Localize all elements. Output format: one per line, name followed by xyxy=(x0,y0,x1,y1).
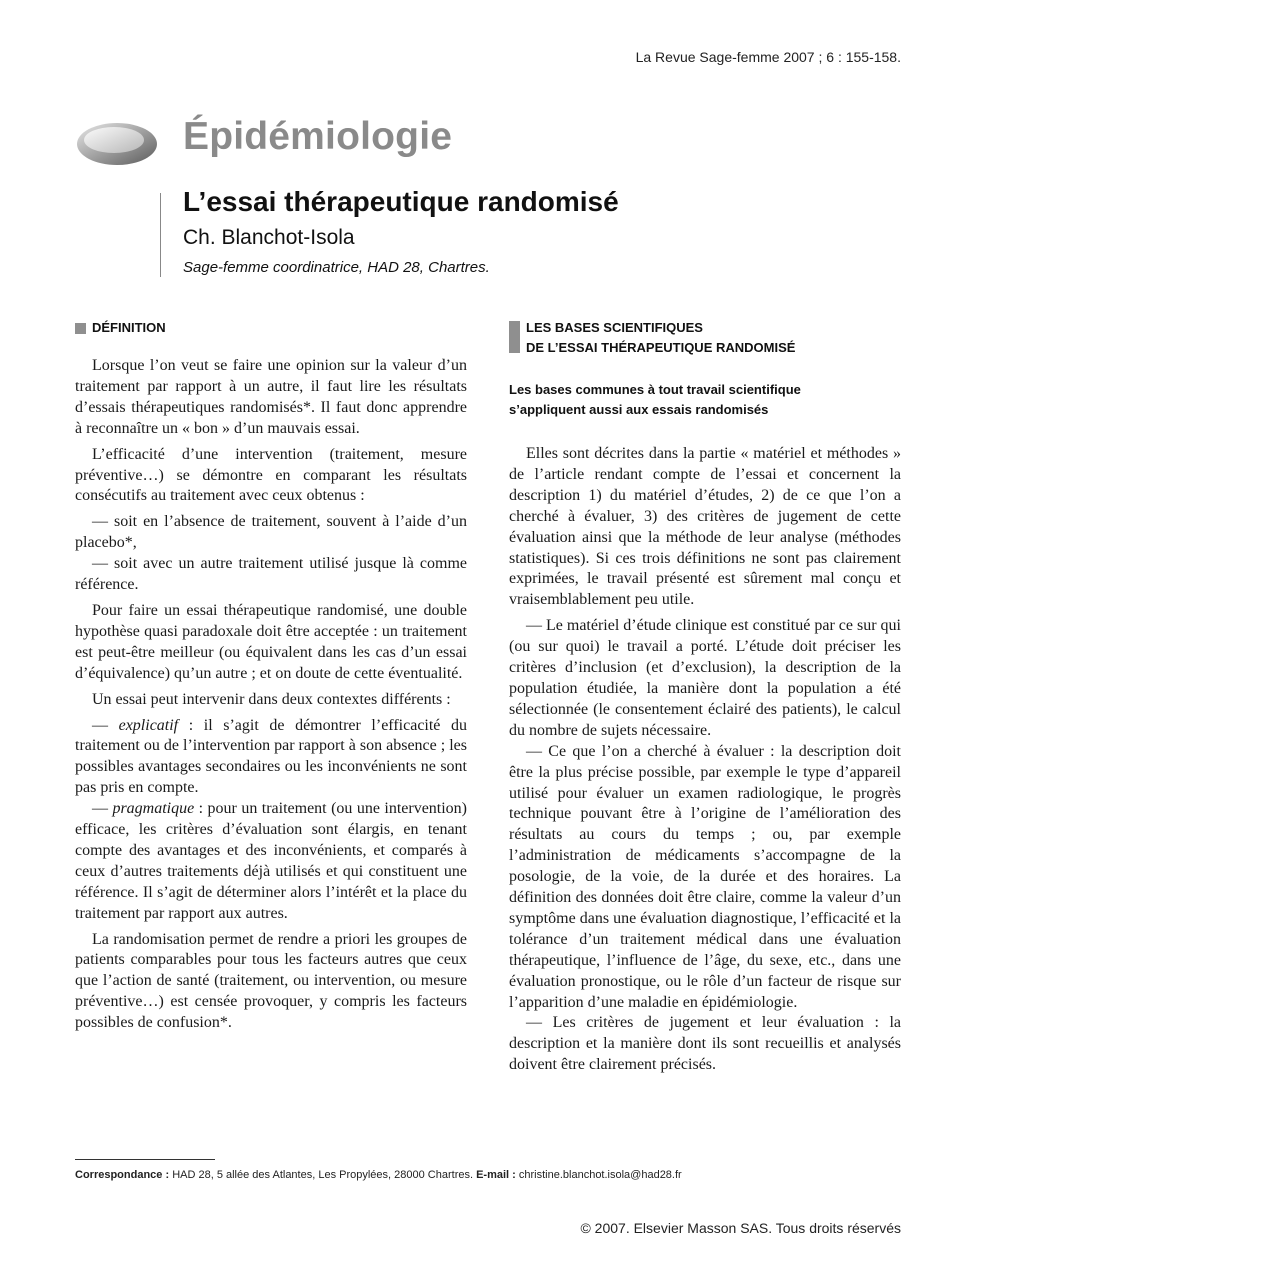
article-affiliation: Sage-femme coordinatrice, HAD 28, Chartres. xyxy=(183,259,490,276)
bases-subheading-line2: s’appliquent aussi aux essais randomisés xyxy=(509,402,769,417)
paragraph: — soit en l’absence de traitement, souvent à l’aide d’un placebo*, xyxy=(75,513,467,552)
paragraph: Elles sont décrites dans la partie « matériel et méthodes » de l’article rendant compte de l’essai et concernent la description 1) du matériel d’études, 2) de ce que l’on a cherché à évaluer, 3) des critères de jugement de cette évaluation ainsi que la méthode de leur analyse (méthodes statistiques). Si ces trois définitions ne sont pas clairement exprimées, le travail présenté est sûrement mal conçu et vraisemblablement peu utile. xyxy=(509,445,901,609)
paragraph: — Ce que l’on a cherché à évaluer : la description doit être la plus précise possible, par exemple le type d’appareil utilisé pour évaluer un examen radiologique, le progrès technique pouvant être à l’origine de l’amélioration des résultats au cours du temps ; ou, par exemple l’administration de médicaments s’accompagne de la posologie, de la voie, de la durée et des horaires. La définition des données doit être claire, comme la valeur d’un symptôme dans une évaluation diagnostique, l’efficacité et la tolérance d’un traitement médical dans une évaluation thérapeutique, l’influence de l’âge, du sexe, etc., dans une évaluation pronostique, ou le rôle d’un facteur de risque sur l’apparition d’une maladie en épidémiologie. xyxy=(509,742,901,1011)
article-title: L’essai thérapeutique randomisé xyxy=(183,186,619,217)
correspondence-address: HAD 28, 5 allée des Atlantes, Les Propylées, 28000 Chartres. xyxy=(169,1169,477,1181)
bases-subheading-line1: Les bases communes à tout travail scientifique xyxy=(509,382,801,397)
paragraph-text: : il s’agit de démontrer l’efficacité du traitement ou de l’intervention par rapport à son absence ; les possibles avantages secondaires ou les inconvénients ne sont pas pris en compte. xyxy=(75,716,467,797)
bases-heading xyxy=(509,318,901,358)
correspondence-label: Correspondance : xyxy=(75,1169,170,1181)
paragraph: — Le matériel d’étude clinique est constitué par ce sur qui (ou sur quoi) le travail a porté. L’étude doit préciser les critères d’inclusion (et d’exclusion), la description de la population étudiée, la manière dont la population a été sélectionnée (le consentement éclairé des patients), le calcul du nombre de sujets nécessaire. xyxy=(509,617,901,739)
definition-body xyxy=(75,356,467,1034)
bases-subheading xyxy=(509,380,901,420)
dash: — xyxy=(92,716,119,734)
paragraph-explicatif xyxy=(75,716,467,800)
paragraph: — soit avec un autre traitement utilisé jusque là comme référence. xyxy=(75,555,467,594)
journal-reference: La Revue Sage-femme 2007 ; 6 : 155-158. xyxy=(635,49,901,65)
dash: — xyxy=(92,800,113,818)
paragraph: Un essai peut intervenir dans deux contextes différents : xyxy=(92,690,451,708)
paragraph: L’efficacité d’une intervention (traitement, mesure préventive…) se démontre en comparant les résultats consécutifs au traitement avec ceux obtenus : xyxy=(75,445,467,505)
section-title: Épidémiologie xyxy=(183,115,453,158)
paragraph: — Les critères de jugement et leur évaluation : la description et la manière dont ils sont recueillis et analysés doivent être clairement précisés. xyxy=(509,1014,901,1074)
term-explicatif: explicatif xyxy=(118,716,179,734)
paragraph: La randomisation permet de rendre a priori les groupes de patients comparables pour tous les facteurs autres que ceux que l’action de santé (traitement, ou intervention, ou mesure préventive…) est censée provoquer, y compris les facteurs possibles de confusion*. xyxy=(75,930,467,1032)
bases-body xyxy=(509,444,901,1076)
paragraph-pragmatique xyxy=(75,799,467,924)
right-column xyxy=(509,318,901,1076)
paragraph: Lorsque l’on veut se faire une opinion sur la valeur d’un traitement par rapport à un autre, il faut lire les résultats d’essais thérapeutiques randomisés*. Il faut donc apprendre à reconnaître un « bon » d’un mauvais essai. xyxy=(75,357,467,437)
paragraph: Pour faire un essai thérapeutique randomisé, une double hypothèse quasi paradoxale doit être acceptée : un traitement est peut-être meilleur (ou équivalent dans les cas d’un essai d’équivalence) qu’un autre ; et on doute de cette éventualité. xyxy=(75,601,467,682)
copyright: © 2007. Elsevier Masson SAS. Tous droits réservés xyxy=(580,1220,901,1236)
title-rule xyxy=(160,193,161,277)
definition-heading-text: DÉFINITION xyxy=(92,320,166,335)
heading-bar-icon xyxy=(509,321,520,353)
definition-heading xyxy=(75,318,467,338)
correspondence-note xyxy=(75,1169,682,1181)
bases-heading-line2: DE L’ESSAI THÉRAPEUTIQUE RANDOMISÉ xyxy=(526,340,796,355)
email-address: christine.blanchot.isola@had28.fr xyxy=(515,1169,682,1181)
email-label: E-mail : xyxy=(476,1169,516,1181)
bases-heading-line1: LES BASES SCIENTIFIQUES xyxy=(526,320,703,335)
left-column xyxy=(75,318,467,1034)
article-author: Ch. Blanchot-Isola xyxy=(183,226,355,249)
paragraph-text: : pour un traitement (ou une intervention) efficace, les critères d’évaluation sont élargis, en tenant compte des avantages et des inconvénients, et comparés à ceux d’autres traitements déjà utilisés et qui constituent une référence. Il s’agit de déterminer alors l’intérêt et la place du traitement par rapport aux autres. xyxy=(75,800,468,922)
term-pragmatique: pragmatique xyxy=(112,800,195,818)
section-logo-icon xyxy=(76,122,158,166)
heading-square-icon xyxy=(75,323,86,334)
footnote-rule xyxy=(75,1159,215,1160)
